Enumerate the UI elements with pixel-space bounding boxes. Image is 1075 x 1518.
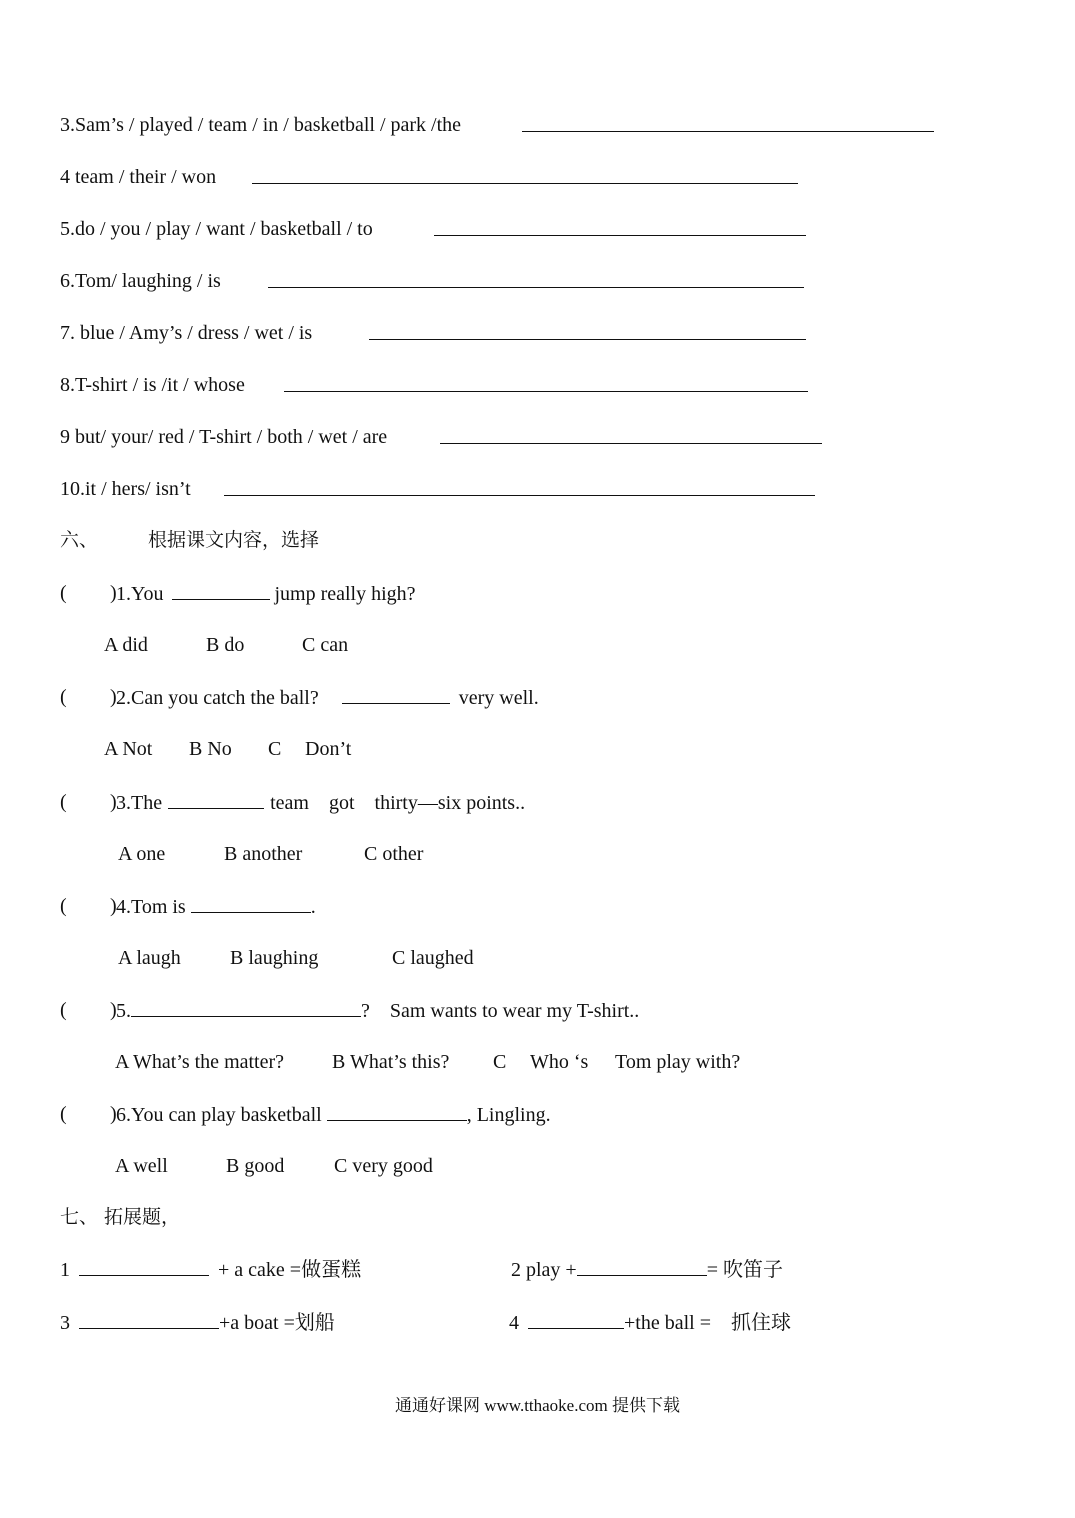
option[interactable]: B What’s this? bbox=[332, 1051, 450, 1073]
answer-blank[interactable] bbox=[342, 685, 450, 704]
option[interactable]: C very good bbox=[334, 1155, 433, 1177]
answer-paren[interactable]: ) bbox=[110, 1103, 117, 1125]
answer-blank[interactable] bbox=[268, 269, 804, 288]
option[interactable]: A What’s the matter? bbox=[115, 1051, 285, 1073]
question-item: ( ) 6.You can play basketball , Lingling. bbox=[60, 1103, 551, 1126]
option[interactable]: A well bbox=[115, 1155, 168, 1177]
extension-item: 3 +a boat =划船 bbox=[60, 1312, 335, 1334]
reorder-item: 4 team / their / won bbox=[60, 165, 216, 189]
option[interactable]: A Not bbox=[104, 738, 153, 760]
answer-blank[interactable] bbox=[369, 321, 806, 340]
reorder-item: 7. blue / Amy’s / dress / wet / is bbox=[60, 321, 312, 345]
question-item: ( ) 5. ? Sam wants to wear my T-shirt.. bbox=[60, 999, 640, 1022]
option[interactable]: B No bbox=[189, 738, 232, 760]
answer-paren[interactable]: ) bbox=[110, 999, 117, 1021]
answer-blank[interactable] bbox=[191, 894, 311, 913]
answer-paren[interactable]: ) bbox=[110, 895, 117, 917]
reorder-item: 8.T-shirt / is /it / whose bbox=[60, 373, 245, 397]
extension-item: 4 +the ball = 抓住球 bbox=[509, 1312, 791, 1334]
answer-paren[interactable]: ) bbox=[110, 582, 117, 604]
answer-blank[interactable] bbox=[327, 1102, 467, 1121]
extension-item: 1 + a cake =做蛋糕 bbox=[60, 1259, 362, 1281]
answer-blank[interactable] bbox=[284, 373, 808, 392]
answer-paren[interactable]: ) bbox=[110, 791, 117, 813]
answer-blank[interactable] bbox=[79, 1257, 209, 1276]
answer-blank[interactable] bbox=[528, 1310, 624, 1329]
option[interactable]: C laughed bbox=[392, 947, 474, 969]
option[interactable]: B another bbox=[224, 843, 303, 865]
answer-blank[interactable] bbox=[168, 790, 264, 809]
option[interactable]: B laughing bbox=[230, 947, 319, 969]
option[interactable]: C other bbox=[364, 843, 424, 865]
section7-heading: 七、 拓展题， bbox=[60, 1206, 181, 1228]
answer-blank[interactable] bbox=[131, 998, 361, 1017]
reorder-item: 9 but/ your/ red / T-shirt / both / wet / are bbox=[60, 425, 387, 449]
option[interactable]: C bbox=[268, 738, 282, 760]
answer-blank[interactable] bbox=[440, 425, 822, 444]
question-item: ( ) 4.Tom is . bbox=[60, 895, 316, 918]
option[interactable]: A did bbox=[104, 634, 148, 656]
reorder-item: 6.Tom/ laughing / is bbox=[60, 269, 221, 293]
answer-blank[interactable] bbox=[172, 581, 270, 600]
option[interactable]: Who ‘s bbox=[530, 1051, 589, 1073]
option[interactable]: B good bbox=[226, 1155, 285, 1177]
option[interactable]: A one bbox=[118, 843, 166, 865]
option[interactable]: A laugh bbox=[118, 947, 181, 969]
reorder-item: 10.it / hers/ isn’t bbox=[60, 477, 191, 501]
reorder-item: 3.Sam’s / played / team / in / basketball / park /the bbox=[60, 113, 461, 137]
answer-paren[interactable]: ) bbox=[110, 686, 117, 708]
question-item: ( ) 2.Can you catch the ball? very well. bbox=[60, 686, 539, 709]
answer-blank[interactable] bbox=[434, 217, 806, 236]
option[interactable]: Don’t bbox=[305, 738, 352, 760]
question-item: ( ) 1.You jump really high? bbox=[60, 582, 416, 605]
answer-blank[interactable] bbox=[577, 1257, 707, 1276]
option[interactable]: B do bbox=[206, 634, 245, 656]
option[interactable]: C can bbox=[302, 634, 349, 656]
answer-blank[interactable] bbox=[224, 477, 815, 496]
extension-item: 2 play + = 吹笛子 bbox=[511, 1259, 783, 1281]
footer-credit: 通通好课网 www.tthaoke.com 提供下载 bbox=[394, 1396, 681, 1415]
answer-blank[interactable] bbox=[252, 165, 798, 184]
reorder-item: 5.do / you / play / want / basketball / to bbox=[60, 217, 373, 241]
option[interactable]: C bbox=[493, 1051, 507, 1073]
section6-heading: 六、 根据课文内容，选择 bbox=[60, 529, 320, 551]
question-item: ( ) 3.The team got thirty—six points.. bbox=[60, 791, 526, 814]
answer-blank[interactable] bbox=[522, 113, 934, 132]
answer-blank[interactable] bbox=[79, 1310, 219, 1329]
option[interactable]: Tom play with? bbox=[615, 1051, 741, 1073]
